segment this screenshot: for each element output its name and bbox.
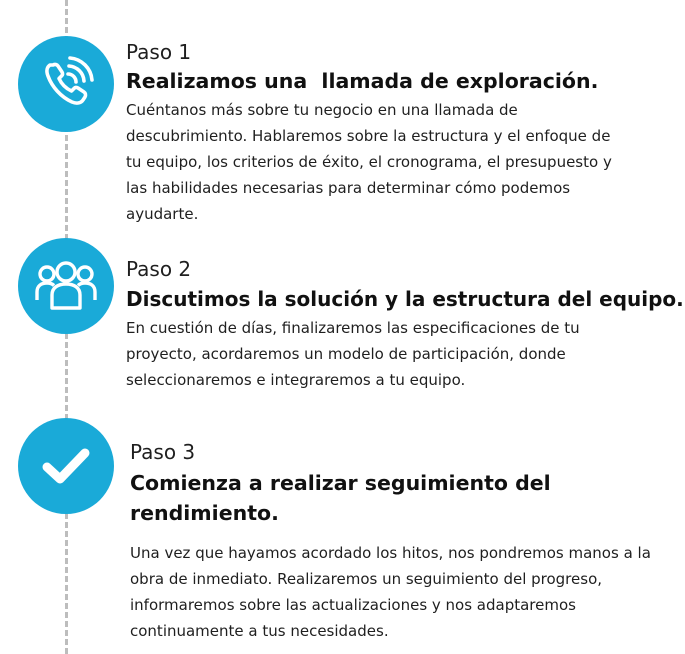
step-1-text [126,40,666,227]
team-icon [33,258,99,314]
step-3-title: Comienza a realizar seguimiento del rendimiento. [130,471,558,525]
step-2-text [126,257,682,393]
phone-icon [34,52,98,116]
step-2-description: En cuestión de días, finalizaremos las especificaciones de tu proyecto, acordaremos un modelo de participación, donde seleccionaremos e integraremos a tu equipo. [126,319,580,389]
step-2-icon-circle [18,238,114,334]
step-2-label: Paso 2 [126,257,192,281]
step-3-icon-circle [18,418,114,514]
step-1-icon-circle [18,36,114,132]
step-1-title: Realizamos una llamada de exploración. [126,69,599,93]
step-2-title: Discutimos la solución y la estructura del equipo. [126,287,684,311]
step-1-description: Cuéntanos más sobre tu negocio en una llamada de descubrimiento. Hablaremos sobre la estructura y el enfoque de tu equipo, los criterios de éxito, el cronograma, el presupuesto y las habilidades necesarias para determinar cómo podemos ayudarte. [126,101,612,223]
checkmark-icon [36,436,96,496]
step-1-label: Paso 1 [126,40,192,64]
step-3-text [130,440,670,644]
step-3-description: Una vez que hayamos acordado los hitos, nos pondremos manos a la obra de inmediato. Realizaremos un seguimiento del progreso, informaremos sobre las actualizaciones y nos adaptaremos continuamente a tus necesidades. [130,544,651,640]
step-3-label: Paso 3 [130,440,196,464]
